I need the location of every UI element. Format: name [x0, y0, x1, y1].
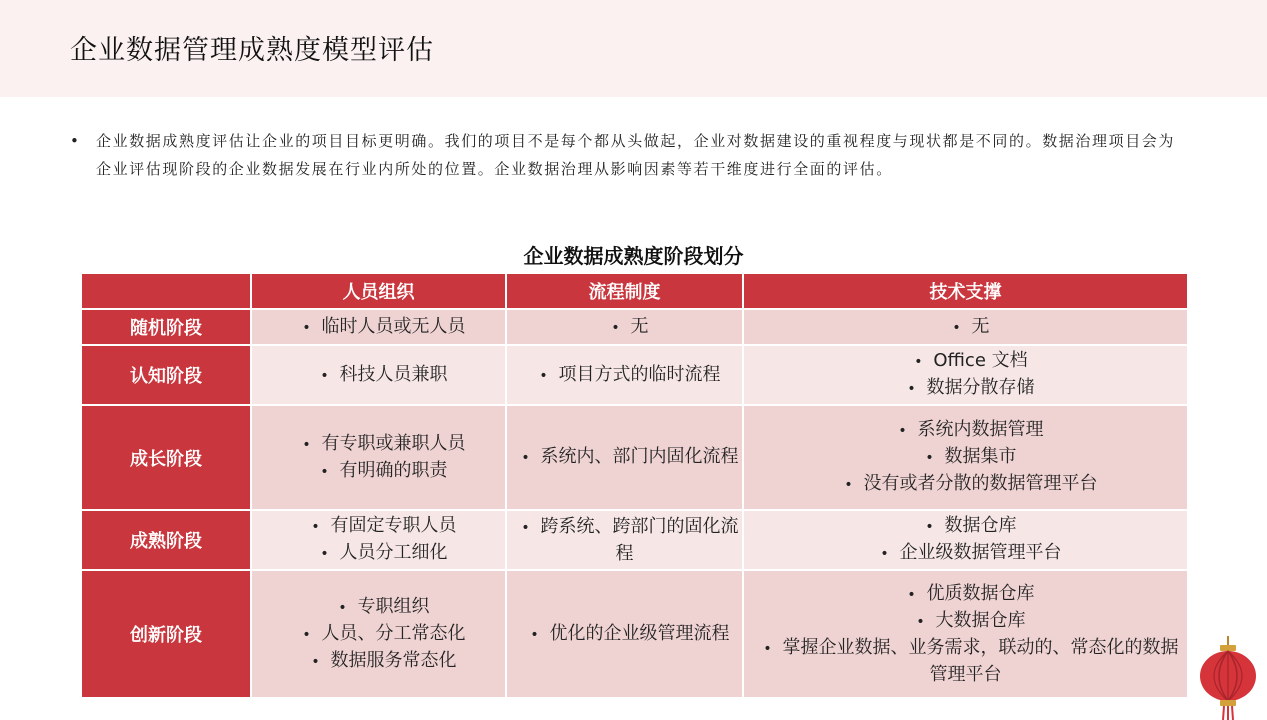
stage-label: 创新阶段	[81, 570, 251, 698]
list-item-text: 有明确的职责	[339, 459, 448, 481]
cell-tech	[743, 405, 1188, 510]
list-item	[507, 314, 742, 341]
bullet-list	[744, 417, 1187, 498]
bullet-dot: •	[907, 381, 916, 397]
list-item	[744, 608, 1187, 635]
list-item-text: 科技人员兼职	[339, 363, 448, 385]
list-item	[744, 348, 1187, 375]
bullet-dot: •	[880, 546, 889, 562]
bullet-list	[507, 514, 742, 566]
list-item-text: Office 文档	[933, 350, 1028, 371]
stage-label: 成长阶段	[81, 405, 251, 510]
column-header-tech: 技术支撑	[743, 273, 1188, 309]
list-item-text: 专职组织	[357, 595, 430, 617]
list-item-text: 优化的企业级管理流程	[549, 622, 730, 644]
list-item	[744, 581, 1187, 608]
list-item	[744, 417, 1187, 444]
intro-text: 企业数据成熟度评估让企业的项目目标更明确。我们的项目不是每个都从头做起，企业对数据建设的重视程度与现状都是不同的。数据治理项目会为企业评估现阶段的企业数据发展在行业内所处的位置。企业数据治理从影响因素等若干维度进行全面的评估。	[96, 132, 1176, 178]
list-item-text: 系统内、部门内固化流程	[540, 446, 739, 467]
bullet-dot: •	[530, 626, 539, 643]
list-item	[252, 513, 505, 540]
cell-people	[251, 405, 506, 510]
bullet-dot: •	[302, 626, 311, 643]
list-item-text: 数据分散存储	[926, 377, 1035, 398]
list-item	[744, 540, 1187, 567]
list-item-text: 数据仓库	[944, 515, 1017, 536]
bullet-list	[252, 431, 505, 485]
list-item	[507, 621, 742, 648]
bullet-list	[252, 314, 505, 341]
list-item	[507, 444, 742, 471]
list-item	[744, 314, 1187, 341]
bullet-list	[507, 362, 742, 389]
bullet-dot: •	[925, 519, 934, 535]
bullet-dot: •	[916, 614, 925, 630]
maturity-table	[80, 272, 1189, 699]
list-item	[744, 471, 1187, 498]
bullet-dot: •	[521, 450, 530, 466]
bullet-dot: •	[763, 641, 772, 657]
bullet-dot: •	[338, 599, 347, 616]
bullet-list	[744, 581, 1187, 687]
table-title: 企业数据成熟度阶段划分	[523, 244, 744, 268]
intro-paragraph	[70, 128, 1190, 183]
table-row	[81, 345, 1188, 405]
list-item-text: 有固定专职人员	[330, 515, 457, 536]
list-item-text: 人员分工细化	[339, 542, 448, 563]
list-item-text: 无	[630, 315, 649, 337]
bullet-list	[252, 513, 505, 567]
list-item-text: 无	[971, 315, 990, 337]
column-header-people: 人员组织	[251, 273, 506, 309]
stage-label: 认知阶段	[81, 345, 251, 405]
bullet-dot: •	[952, 319, 961, 336]
bullet-list	[507, 621, 742, 648]
table-row	[81, 309, 1188, 345]
table-row	[81, 405, 1188, 510]
table-body	[81, 309, 1188, 698]
bullet-list	[744, 314, 1187, 341]
table-row	[81, 570, 1188, 698]
bullet-dot: •	[898, 423, 907, 439]
column-header-stage	[81, 273, 251, 309]
bullet-dot: •	[320, 367, 329, 384]
list-item	[252, 314, 505, 341]
list-item-text: 系统内数据管理	[917, 419, 1044, 440]
list-item	[744, 513, 1187, 540]
cell-tech	[743, 345, 1188, 405]
list-item-text: 没有或者分散的数据管理平台	[863, 473, 1098, 494]
bullet-dot: •	[925, 450, 934, 466]
cell-people	[251, 510, 506, 570]
page-title: 企业数据管理成熟度模型评估	[70, 35, 434, 66]
list-item	[507, 362, 742, 389]
bullet-list	[507, 444, 742, 471]
cell-people	[251, 345, 506, 405]
table-row	[81, 510, 1188, 570]
cell-process	[506, 309, 743, 345]
intro-bullet: •	[70, 132, 81, 150]
bullet-dot: •	[311, 653, 320, 670]
cell-process	[506, 510, 743, 570]
cell-process	[506, 405, 743, 510]
bullet-dot: •	[914, 354, 923, 370]
list-item-text: 数据集市	[944, 446, 1017, 467]
bullet-list	[252, 362, 505, 389]
list-item	[252, 362, 505, 389]
list-item-text: 临时人员或无人员	[321, 315, 466, 337]
cell-tech	[743, 309, 1188, 345]
list-item-text: 企业级数据管理平台	[899, 542, 1062, 563]
bullet-dot: •	[611, 319, 620, 336]
list-item-text: 掌握企业数据、业务需求，联动的、常态化的数据管理平台	[782, 637, 1179, 685]
cell-tech	[743, 570, 1188, 698]
list-item	[507, 514, 742, 566]
list-item	[252, 458, 505, 485]
stage-label: 成熟阶段	[81, 510, 251, 570]
list-item	[744, 375, 1187, 402]
bullet-list	[507, 314, 742, 341]
chinese-lantern-icon	[1196, 636, 1260, 720]
cell-process	[506, 345, 743, 405]
list-item-text: 数据服务常态化	[330, 649, 457, 671]
bullet-list	[744, 348, 1187, 402]
cell-process	[506, 570, 743, 698]
bullet-dot: •	[521, 520, 530, 536]
list-item	[252, 648, 505, 675]
cell-people	[251, 570, 506, 698]
bullet-dot: •	[844, 477, 853, 493]
list-item	[744, 444, 1187, 471]
list-item-text: 优质数据仓库	[926, 583, 1035, 604]
list-item-text: 有专职或兼职人员	[321, 432, 466, 454]
list-item	[252, 594, 505, 621]
bullet-dot: •	[320, 546, 329, 562]
bullet-dot: •	[320, 463, 329, 480]
list-item	[252, 540, 505, 567]
list-item-text: 项目方式的临时流程	[558, 363, 721, 385]
cell-tech	[743, 510, 1188, 570]
list-item-text: 人员、分工常态化	[321, 622, 466, 644]
bullet-dot: •	[907, 587, 916, 603]
column-header-process: 流程制度	[506, 273, 743, 309]
bullet-dot: •	[311, 519, 320, 535]
list-item	[252, 431, 505, 458]
list-item-text: 跨系统、跨部门的固化流程	[540, 516, 739, 564]
stage-label: 随机阶段	[81, 309, 251, 345]
bullet-dot: •	[302, 319, 311, 336]
bullet-list	[744, 513, 1187, 567]
cell-people	[251, 309, 506, 345]
list-item	[744, 635, 1187, 687]
bullet-list	[252, 594, 505, 675]
bullet-dot: •	[539, 367, 548, 384]
bullet-dot: •	[302, 436, 311, 453]
list-item-text: 大数据仓库	[935, 610, 1026, 631]
list-item	[252, 621, 505, 648]
table-header-row	[81, 273, 1188, 309]
